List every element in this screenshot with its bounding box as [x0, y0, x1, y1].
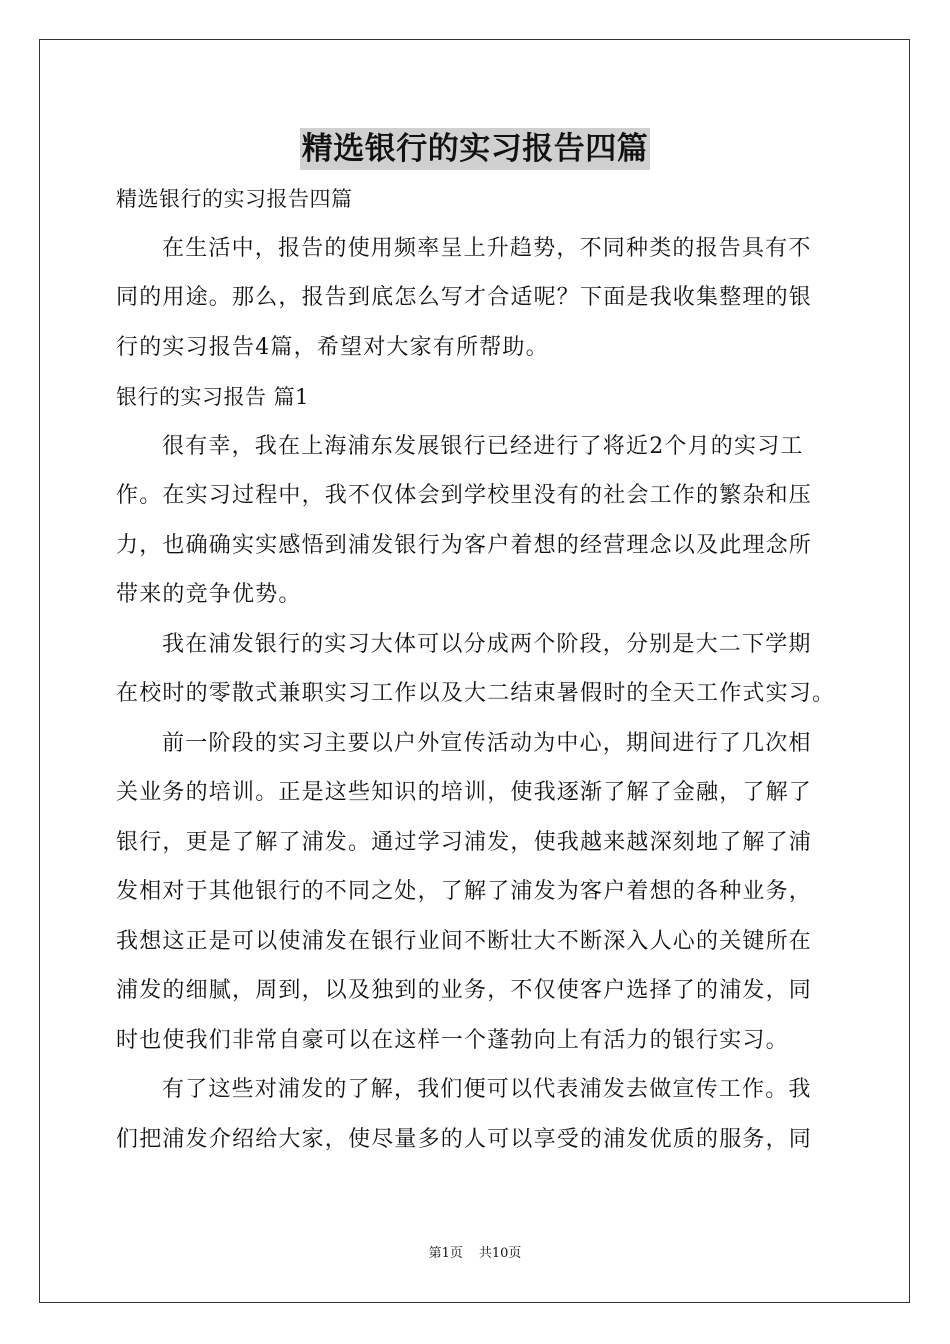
text-line: 有了这些对浦发的了解，我们便可以代表浦发去做宣传工作。我 [162, 1077, 812, 1102]
text-line: 在校时的零散式兼职实习工作以及大二结束暑假时的全天工作式实习。 [116, 681, 836, 706]
text-line: 行的实习报告4篇，希望对大家有所帮助。 [116, 334, 549, 360]
text-line: 时也使我们非常自豪可以在这样一个蓬勃向上有活力的银行实习。 [116, 1027, 789, 1053]
text-line: 很有幸，我在上海浦东发展银行已经进行了将近2个月的实习工 [162, 433, 804, 459]
text-line: 同的用途。那么，报告到底怎么写才合适呢？下面是我收集整理的银 [116, 285, 813, 310]
text-line: 在生活中，报告的使用频率呈上升趋势，不同种类的报告具有不 [162, 235, 812, 261]
page-number: 第1页 [428, 1246, 463, 1261]
section-heading: 精选银行的实习报告四篇 [116, 187, 353, 211]
page-footer [0, 1244, 950, 1264]
text-line: 浦发的细腻，周到，以及独到的业务，不仅使客户选择了的浦发，同 [116, 978, 813, 1003]
text-line: 前一阶段的实习主要以户外宣传活动为中心，期间进行了几次相 [162, 730, 812, 756]
page-total: 共10页 [478, 1246, 522, 1261]
document-body [116, 181, 846, 1171]
document-title: 精选银行的实习报告四篇 [300, 128, 651, 170]
title-container [0, 128, 950, 170]
text-line: 发相对于其他银行的不同之处，了解了浦发为客户着想的各种业务， [116, 879, 813, 904]
text-line: 我想这正是可以使浦发在银行业间不断壮大不断深入人心的关键所在 [116, 928, 813, 954]
text-line: 们把浦发介绍给大家，使尽量多的人可以享受的浦发优质的服务，同 [116, 1126, 813, 1152]
text-line: 银行，更是了解了浦发。通过学习浦发，使我越来越深刻地了解了浦 [116, 829, 813, 855]
text-line: 关业务的培训。正是这些知识的培训，使我逐渐了解了金融，了解了 [116, 780, 813, 805]
text-line: 带来的竞争优势。 [116, 582, 302, 607]
text-line: 我在浦发银行的实习大体可以分成两个阶段，分别是大二下学期 [162, 631, 812, 657]
text-line: 力，也确确实实感悟到浦发银行为客户着想的经营理念以及此理念所 [116, 532, 813, 558]
text-line: 作。在实习过程中，我不仅体会到学校里没有的社会工作的繁杂和压 [116, 483, 813, 508]
section-heading: 银行的实习报告 篇1 [116, 385, 310, 409]
